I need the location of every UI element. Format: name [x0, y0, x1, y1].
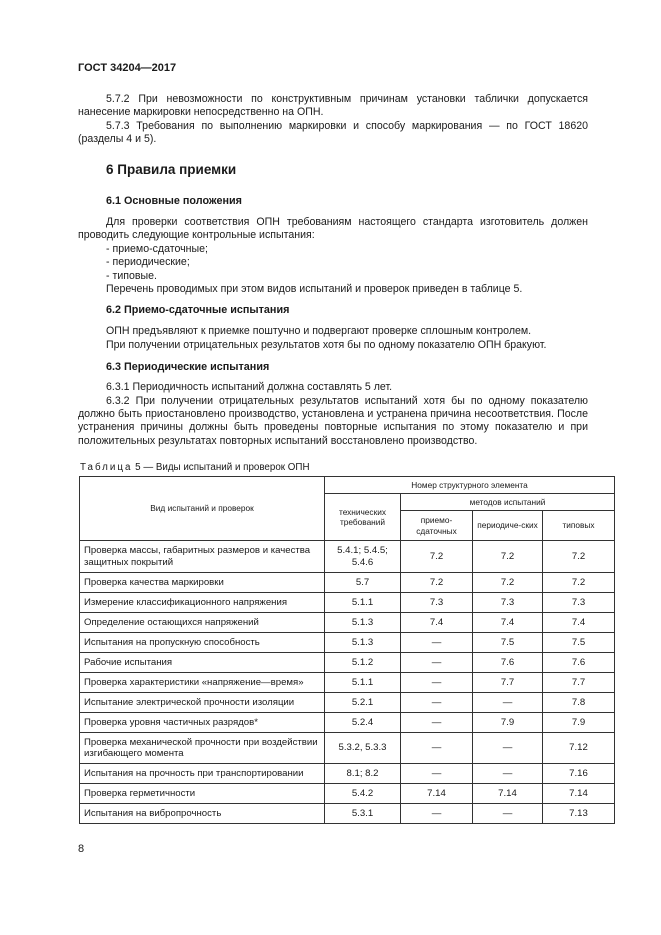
- type-cell: 7.4: [543, 613, 615, 633]
- periodic-cell: —: [473, 733, 543, 764]
- list-item: - периодические;: [106, 256, 190, 269]
- test-types-list: [106, 243, 208, 283]
- test-name-cell: Рабочие испытания: [80, 653, 325, 673]
- paragraph-6-3-1: 6.3.1 Периодичность испытаний должна составлять 5 лет.: [106, 381, 393, 393]
- type-cell: 7.8: [543, 693, 615, 713]
- tech-req-cell: 5.2.1: [325, 693, 401, 713]
- periodic-cell: 7.9: [473, 713, 543, 733]
- test-name-cell: Проверка герметичности: [80, 784, 325, 804]
- table-row: [80, 633, 615, 653]
- test-name-cell: Испытания на вибропрочность: [80, 804, 325, 824]
- test-name-cell: Измерение классификационного напряжения: [80, 593, 325, 613]
- periodic-cell: 7.2: [473, 541, 543, 573]
- table-row: [80, 673, 615, 693]
- tech-req-cell: 5.3.2, 5.3.3: [325, 733, 401, 764]
- periodic-cell: 7.6: [473, 653, 543, 673]
- type-cell: 7.14: [543, 784, 615, 804]
- table-row: [80, 713, 615, 733]
- document-header: ГОСТ 34204—2017: [78, 62, 177, 74]
- acceptance-cell: 7.2: [401, 573, 473, 593]
- table-row: [80, 653, 615, 673]
- header-periodic: периодиче-ских: [473, 511, 543, 541]
- periodic-cell: 7.5: [473, 633, 543, 653]
- tech-req-cell: 5.1.1: [325, 593, 401, 613]
- header-acceptance: приемо-сдаточных: [401, 511, 473, 541]
- table-row: [80, 784, 615, 804]
- tech-req-cell: 5.3.1: [325, 804, 401, 824]
- list-item: - типовые.: [106, 269, 157, 282]
- type-cell: 7.6: [543, 653, 615, 673]
- periodic-cell: 7.14: [473, 784, 543, 804]
- test-name-cell: Определение остающихся напряжений: [80, 613, 325, 633]
- tech-req-cell: 5.4.1; 5.4.5; 5.4.6: [325, 541, 401, 573]
- paragraph-6-1: Для проверки соответствия ОПН требованиям настоящего стандарта изготовитель должен проводить следующие контрольные испытания:: [78, 216, 588, 242]
- section-title: 6 Правила приемки: [106, 162, 237, 177]
- type-cell: 7.3: [543, 593, 615, 613]
- type-cell: 7.16: [543, 764, 615, 784]
- periodic-cell: 7.4: [473, 613, 543, 633]
- paragraph-6-2-a: ОПН предъявляют к приемке поштучно и подвергают проверке сплошным контролем.: [106, 325, 532, 337]
- tech-req-cell: 5.1.2: [325, 653, 401, 673]
- tests-table: [79, 476, 615, 824]
- tech-req-cell: 5.4.2: [325, 784, 401, 804]
- subsection-6-1-title: 6.1 Основные положения: [106, 195, 242, 207]
- acceptance-cell: 7.3: [401, 593, 473, 613]
- table-row: [80, 693, 615, 713]
- table-caption: [80, 462, 310, 473]
- table-row: [80, 764, 615, 784]
- test-name-cell: Проверка качества маркировки: [80, 573, 325, 593]
- table-row: [80, 593, 615, 613]
- acceptance-cell: 7.2: [401, 541, 473, 573]
- type-cell: 7.2: [543, 573, 615, 593]
- type-cell: 7.7: [543, 673, 615, 693]
- tech-req-cell: 5.1.3: [325, 633, 401, 653]
- paragraph-5-7-3: 5.7.3 Требования по выполнению маркировки и способу маркирования — по ГОСТ 18620 (разделы 4 и 5).: [78, 120, 588, 146]
- acceptance-cell: —: [401, 633, 473, 653]
- tech-req-cell: 8.1; 8.2: [325, 764, 401, 784]
- paragraph-6-2-b: При получении отрицательных результатов хотя бы по одному показателю ОПН бракуют.: [106, 339, 547, 351]
- subsection-6-3-title: 6.3 Периодические испытания: [106, 361, 270, 373]
- type-cell: 7.9: [543, 713, 615, 733]
- header-tech-requirements: технических требований: [325, 494, 401, 541]
- acceptance-cell: —: [401, 733, 473, 764]
- periodic-cell: —: [473, 693, 543, 713]
- type-cell: 7.13: [543, 804, 615, 824]
- test-name-cell: Проверка массы, габаритных размеров и качества защитных покрытий: [80, 541, 325, 573]
- acceptance-cell: —: [401, 804, 473, 824]
- table-row: [80, 733, 615, 764]
- page-number: 8: [78, 843, 85, 855]
- list-item: - приемо-сдаточные;: [106, 243, 208, 255]
- periodic-cell: 7.2: [473, 573, 543, 593]
- tech-req-cell: 5.1.3: [325, 613, 401, 633]
- subsection-6-2-title: 6.2 Приемо-сдаточные испытания: [106, 304, 290, 316]
- type-cell: 7.2: [543, 541, 615, 573]
- acceptance-cell: 7.4: [401, 613, 473, 633]
- acceptance-cell: 7.14: [401, 784, 473, 804]
- tech-req-cell: 5.7: [325, 573, 401, 593]
- table-row: [80, 804, 615, 824]
- type-cell: 7.12: [543, 733, 615, 764]
- acceptance-cell: —: [401, 653, 473, 673]
- test-name-cell: Испытание электрической прочности изоляции: [80, 693, 325, 713]
- test-name-cell: Проверка уровня частичных разрядов*: [80, 713, 325, 733]
- tech-req-cell: 5.1.1: [325, 673, 401, 693]
- periodic-cell: 7.3: [473, 593, 543, 613]
- tech-req-cell: 5.2.4: [325, 713, 401, 733]
- acceptance-cell: —: [401, 713, 473, 733]
- header-element-number: Номер структурного элемента: [325, 477, 615, 494]
- test-name-cell: Испытания на прочность при транспортировании: [80, 764, 325, 784]
- table-caption-text: 5 — Виды испытаний и проверок ОПН: [132, 462, 310, 473]
- table-row: [80, 541, 615, 573]
- table-row: [80, 573, 615, 593]
- table-row: [80, 613, 615, 633]
- acceptance-cell: —: [401, 764, 473, 784]
- acceptance-cell: —: [401, 673, 473, 693]
- type-cell: 7.5: [543, 633, 615, 653]
- periodic-cell: —: [473, 804, 543, 824]
- header-test-methods: методов испытаний: [401, 494, 615, 511]
- header-type: типовых: [543, 511, 615, 541]
- test-name-cell: Проверка характеристики «напряжение—время»: [80, 673, 325, 693]
- paragraph-5-7-2: 5.7.2 При невозможности по конструктивным причинам установки таблички допускается нанесение маркировки непосредственно на ОПН.: [78, 93, 588, 119]
- test-name-cell: Проверка механической прочности при воздействии изгибающего момента: [80, 733, 325, 764]
- paragraph-6-3-2: 6.3.2 При получении отрицательных результатов испытаний хотя бы по одному показателю должно быть приостановлено производство, установлена и устранена причина несоответствия. После устранения причины должны быть проведены повторные испытания по этому показателю и при положительных результатах повторных испытаний восстановлено производство.: [78, 395, 588, 447]
- acceptance-cell: —: [401, 693, 473, 713]
- periodic-cell: 7.7: [473, 673, 543, 693]
- table-caption-word: Таблица: [80, 462, 133, 473]
- header-test-type: Вид испытаний и проверок: [80, 477, 325, 541]
- test-name-cell: Испытания на пропускную способность: [80, 633, 325, 653]
- periodic-cell: —: [473, 764, 543, 784]
- paragraph-6-1-after: Перечень проводимых при этом видов испытаний и проверок приведен в таблице 5.: [106, 283, 523, 295]
